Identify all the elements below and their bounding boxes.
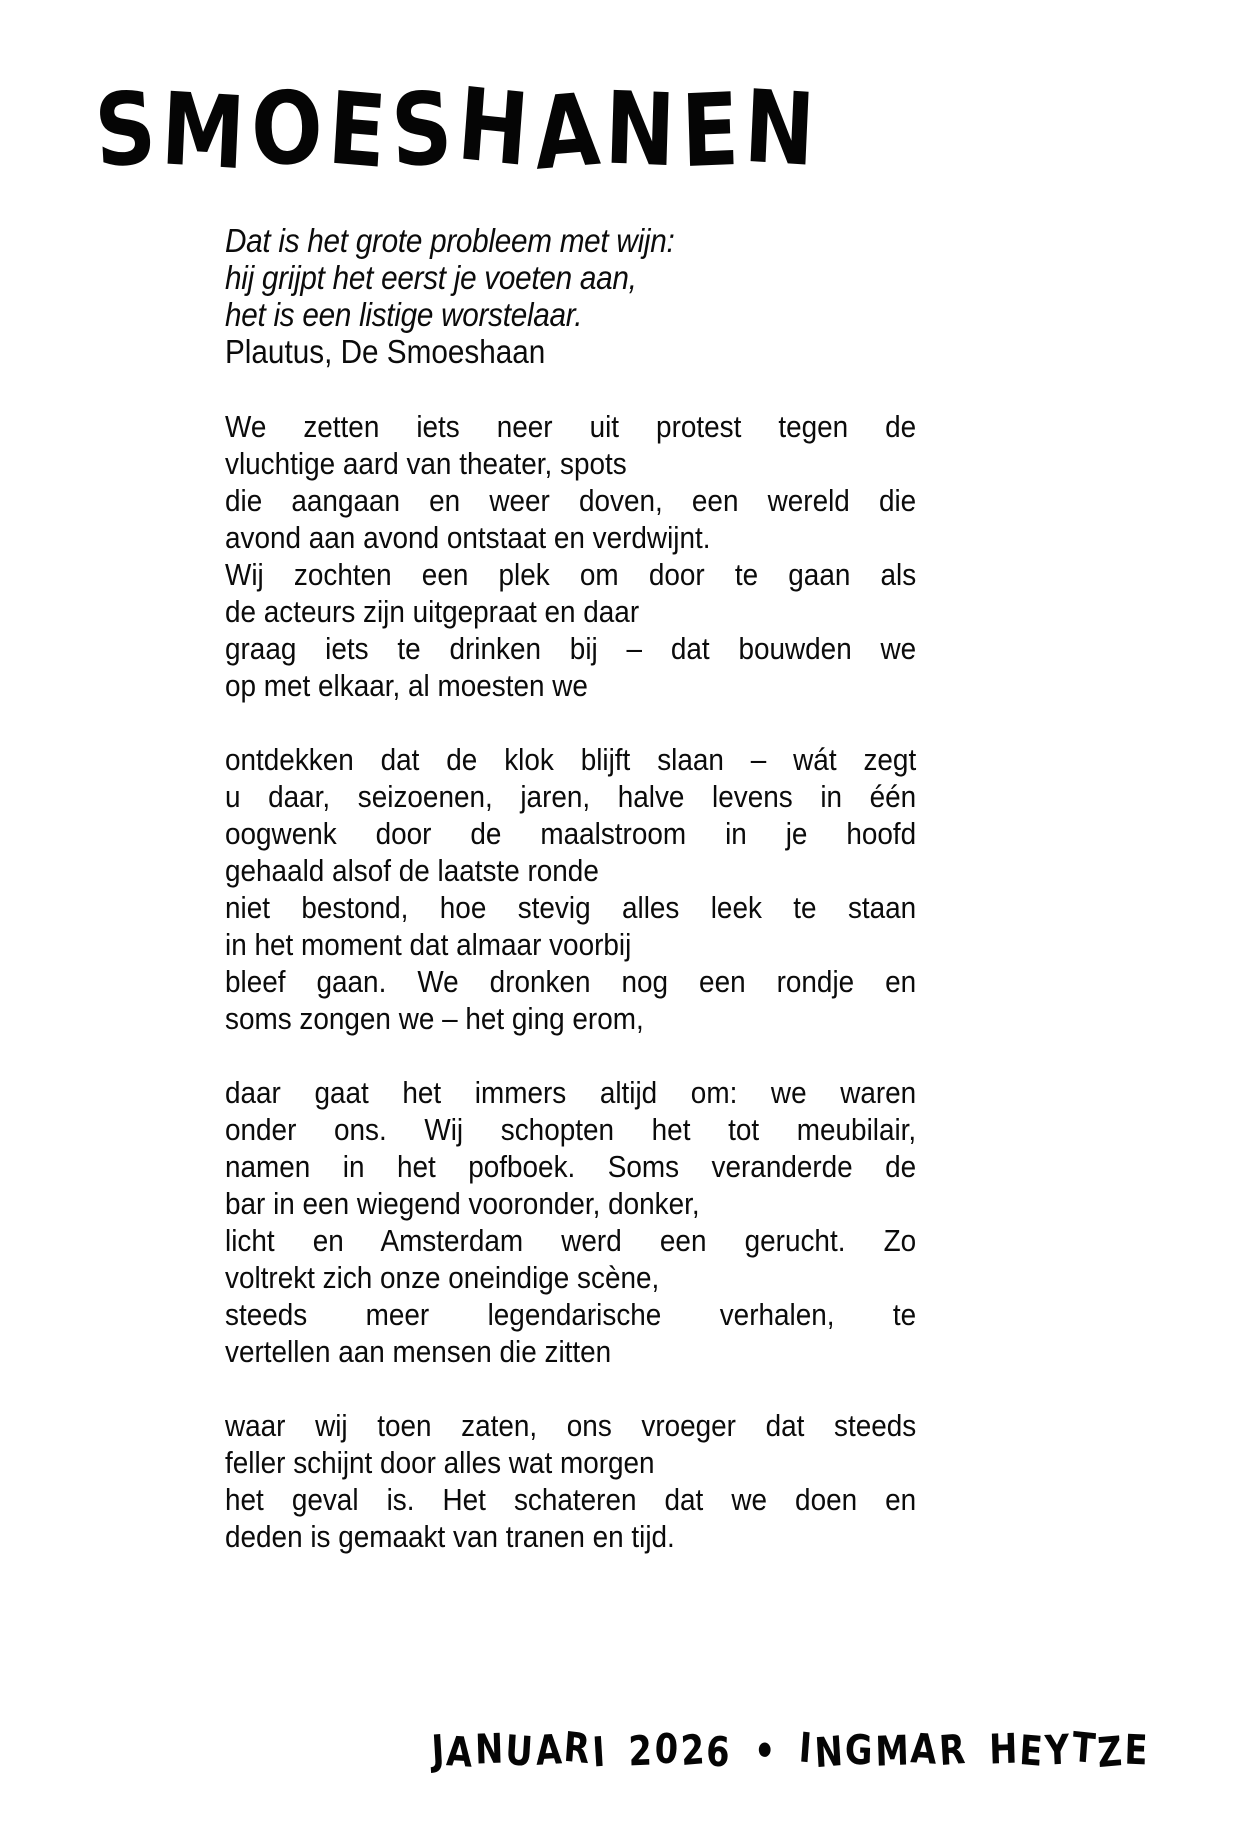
hand-letter: 0	[653, 1724, 682, 1774]
poem-line: op met elkaar, al moesten we	[225, 668, 588, 703]
poem-line: graag iets te drinken bij – dat bouwden we	[225, 631, 917, 666]
poem-line: steeds meer legendarische verhalen, te	[225, 1297, 917, 1332]
hand-letter: 6	[705, 1727, 734, 1777]
hand-letter: A	[530, 70, 609, 193]
poem-line: onder ons. Wij schopten het tot meubilair,	[225, 1112, 917, 1147]
poem-line: in het moment dat almaar voorbij	[225, 927, 632, 962]
epigraph	[225, 222, 916, 370]
poem-line: voltrekt zich onze oneindige scène,	[225, 1260, 660, 1295]
poem-line: waar wij toen zaten, ons vroeger dat steeds	[225, 1408, 917, 1443]
poem	[225, 408, 916, 1555]
epigraph-lines	[225, 222, 916, 333]
poem-line: deden is gemaakt van tranen en tijd.	[225, 1519, 675, 1554]
hand-letter: Z	[1096, 1726, 1127, 1778]
poem-line: soms zongen we – het ging erom,	[225, 1001, 644, 1036]
text-column	[225, 222, 916, 1555]
hand-letter: A	[534, 1725, 566, 1775]
hand-letter: U	[504, 1725, 537, 1777]
hand-letter: S	[91, 68, 165, 191]
hand-letter: E	[679, 70, 747, 191]
hand-letter	[607, 1726, 630, 1775]
hand-letter: 2	[628, 1726, 656, 1776]
hand-letter: J	[430, 1725, 449, 1775]
poem-line: de acteurs zijn uitgepraat en daar	[225, 594, 640, 629]
poster-page	[0, 65, 1250, 1838]
poem-line: die aangaan en weer doven, een wereld die	[225, 483, 917, 518]
hand-letter: N	[813, 1726, 847, 1778]
poem-line: bar in een wiegend vooronder, donker,	[225, 1186, 700, 1221]
hand-letter: S	[388, 69, 461, 190]
epigraph-line: hij grijpt het eerst je voeten aan,	[225, 259, 637, 296]
hand-letter: I	[591, 1727, 609, 1777]
poem-line: vertellen aan mensen die zitten	[225, 1334, 612, 1369]
footer-signature	[430, 1722, 1151, 1778]
hand-letter: E	[1123, 1725, 1151, 1775]
stanza	[225, 741, 916, 1037]
hand-letter: 2	[679, 1724, 708, 1776]
hand-letter: H	[988, 1724, 1021, 1774]
hand-letter: N	[741, 67, 824, 190]
hand-letter: R	[938, 1724, 970, 1776]
hand-letter: H	[453, 65, 539, 190]
epigraph-line: het is een listige worstelaar.	[225, 296, 583, 333]
poem-line: Wij zochten een plek om door te gaan als	[225, 557, 917, 592]
hand-letter: E	[1018, 1725, 1047, 1777]
poem-line: We zetten iets neer uit protest tegen de	[225, 409, 917, 444]
poem-line: bleef gaan. We dronken nog een rondje en	[225, 964, 917, 999]
hand-letter	[732, 1725, 755, 1774]
stanza	[225, 1407, 916, 1555]
poem-line: namen in het pofboek. Soms veranderde de	[225, 1149, 917, 1184]
poem-line: gehaald alsof de laatste ronde	[225, 853, 599, 888]
hand-letter: Y	[1044, 1725, 1074, 1775]
stanza	[225, 1074, 916, 1370]
hand-letter: I	[797, 1723, 817, 1773]
hand-letter: O	[249, 68, 330, 189]
hand-letter: A	[910, 1724, 941, 1774]
hand-letter: M	[874, 1726, 912, 1776]
hand-letter: M	[158, 70, 254, 193]
hand-letter: N	[474, 1724, 507, 1774]
poem-line: ontdekken dat de klok blijft slaan – wát zegt	[225, 742, 917, 777]
poem-line: licht en Amsterdam werd een gerucht. Zo	[225, 1223, 917, 1258]
page-title	[91, 65, 1065, 193]
epigraph-attribution: Plautus, De Smoeshaan	[225, 333, 546, 370]
epigraph-line: Dat is het grote probleem met wijn:	[225, 222, 675, 259]
hand-letter: R	[562, 1722, 595, 1774]
poem-line: feller schijnt door alles wat morgen	[225, 1445, 655, 1480]
poem-line: u daar, seizoenen, jaren, halve levens in één	[225, 779, 917, 814]
poem-line: daar gaat het immers altijd om: we waren	[225, 1075, 917, 1110]
poem-line: het geval is. Het schateren dat we doen en	[225, 1482, 917, 1517]
hand-letter: N	[603, 69, 683, 190]
hand-letter	[967, 1727, 991, 1776]
hand-letter: E	[324, 69, 395, 192]
hand-letter: A	[445, 1727, 477, 1777]
hand-letter: •	[752, 1726, 780, 1776]
poem-line: niet bestond, hoe stevig alles leek te staan	[225, 890, 917, 925]
hand-letter: G	[844, 1725, 876, 1775]
poem-line: oogwenk door de maalstroom in je hoofd	[225, 816, 917, 851]
stanza	[225, 408, 916, 704]
hand-letter: T	[1070, 1722, 1100, 1774]
poem-line: avond aan avond ontstaat en verdwijnt.	[225, 520, 711, 555]
poem-line: vluchtige aard van theater, spots	[225, 446, 627, 481]
